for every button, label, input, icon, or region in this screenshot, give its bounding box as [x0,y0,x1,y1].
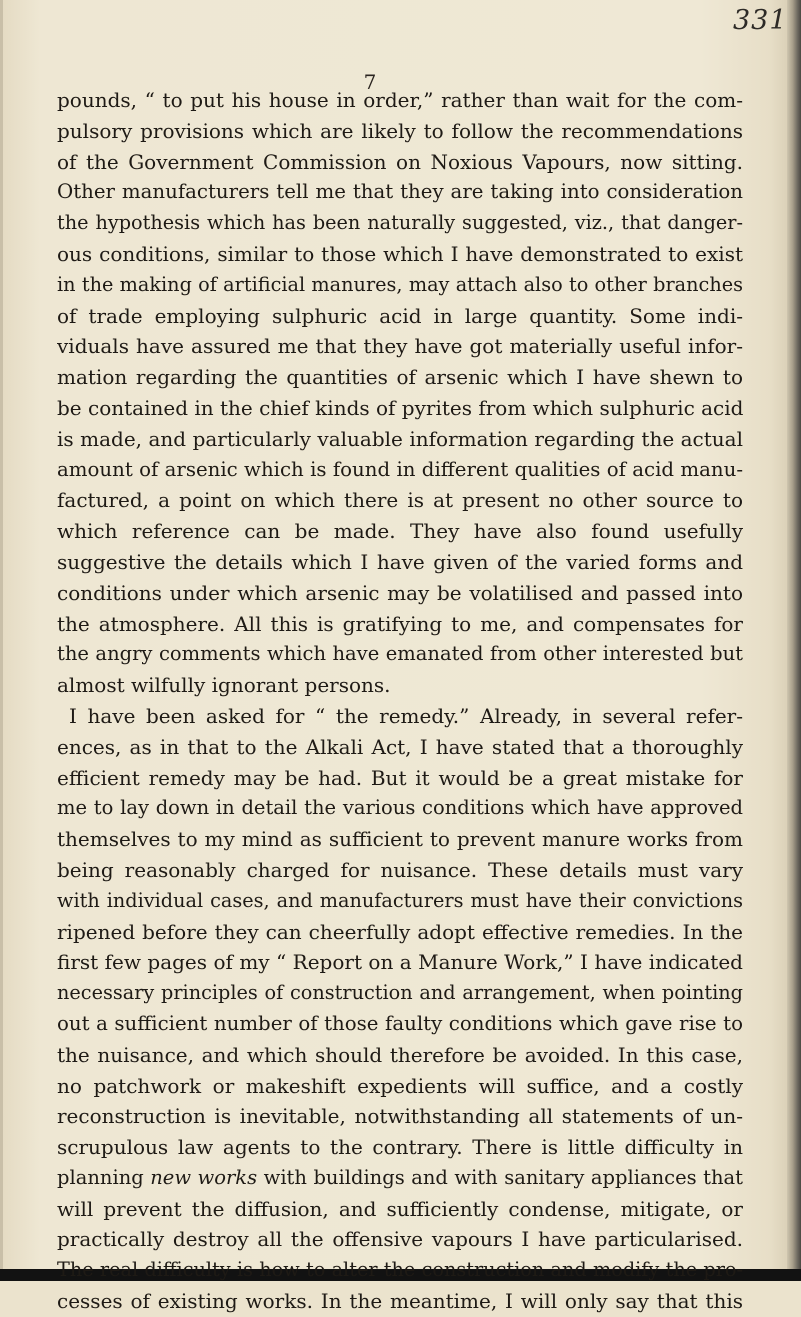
handwritten-page-annotation: 331 [733,5,788,36]
text-line: will prevent the diffusion, and sufficiently condense, mitigate, or [57,1196,743,1221]
page-number: 7 [363,70,377,94]
text-line: first few pages of my “ Report on a Manure Work,” I have indicated [57,950,743,975]
text-line: cesses of existing works. In the meantime, I will only say that this [57,1289,743,1314]
text-line: I have been asked for “ the remedy.” Already, in several refer- [69,703,743,728]
body-text [57,85,743,1317]
text-line [57,1163,743,1194]
text-line: mation regarding the quantities of arsenic which I have shewn to [57,365,743,390]
text-line: conditions under which arsenic may be volatilised and passed into [57,580,743,605]
text-line: ous conditions, similar to those which I have demonstrated to exist [57,241,743,266]
text-fragment: with buildings and with sanitary appliances that [263,1165,743,1189]
text-line: factured, a point on which there is at present no other source to [57,488,743,513]
text-line: pounds, “ to put his house in order,” rather than wait for the com- [57,88,743,112]
text-line: of trade employing sulphuric acid in large quantity. Some indi- [57,303,743,328]
text-line: the atmosphere. All this is gratifying to me, and compensates for [57,611,743,636]
text-line: Other manufacturers tell me that they are taking into consideration [57,180,743,204]
text-line: viduals have assured me that they have got materially useful infor- [57,334,743,359]
emphasized-text: new works [150,1165,258,1189]
text-line: practically destroy all the offensive vapours I have particularised. [57,1227,743,1252]
text-line: efficient remedy may be had. But it would be a great mistake for [57,765,743,790]
text-line: pulsory provisions which are likely to follow the recommendations [57,118,743,143]
text-line: the nuisance, and which should therefore be avoided. In this case, [57,1042,743,1067]
page-binding-edge [787,0,801,1281]
text-line: which reference can be made. They have also found usefully [57,519,743,544]
text-line: being reasonably charged for nuisance. These details must vary [57,857,743,882]
text-line: necessary principles of construction and arrangement, when pointing [57,981,743,1005]
text-line: reconstruction is inevitable, notwithstanding all statements of un- [57,1104,743,1129]
text-fragment: planning [57,1165,144,1189]
text-line: in the making of artificial manures, may attach also to other branches [57,272,743,296]
text-line: no patchwork or makeshift expedients will suffice, and a costly [57,1073,743,1098]
text-line: is made, and particularly valuable information regarding the actual [57,426,743,451]
text-line: be contained in the chief kinds of pyrites from which sulphuric acid [57,395,743,420]
page-left-edge [0,0,3,1281]
text-line: ences, as in that to the Alkali Act, I have stated that a thoroughly [57,734,743,759]
text-line: of the Government Commission on Noxious Vapours, now sitting. [57,149,743,174]
text-line: ripened before they can cheerfully adopt effective remedies. In the [57,919,743,944]
text-line: the angry comments which have emanated from other interested but [57,642,743,666]
text-line: with individual cases, and manufacturers must have their convictions [57,888,743,912]
text-line: The real difficulty is how to alter the construction and modify the pro- [57,1258,743,1282]
text-line: out a sufficient number of those faulty conditions which gave rise to [57,1011,743,1035]
text-line: me to lay down in detail the various conditions which have approved [57,796,743,820]
text-line: suggestive the details which I have given of the varied forms and [57,549,743,574]
text-line: amount of arsenic which is found in different qualities of acid manu- [57,457,743,481]
text-line: almost wilfully ignorant persons. [57,673,391,698]
text-line: themselves to my mind as sufficient to prevent manure works from [57,827,743,852]
text-line: the hypothesis which has been naturally suggested, viz., that danger- [57,211,743,235]
text-line: scrupulous law agents to the contrary. There is little difficulty in [57,1135,743,1160]
